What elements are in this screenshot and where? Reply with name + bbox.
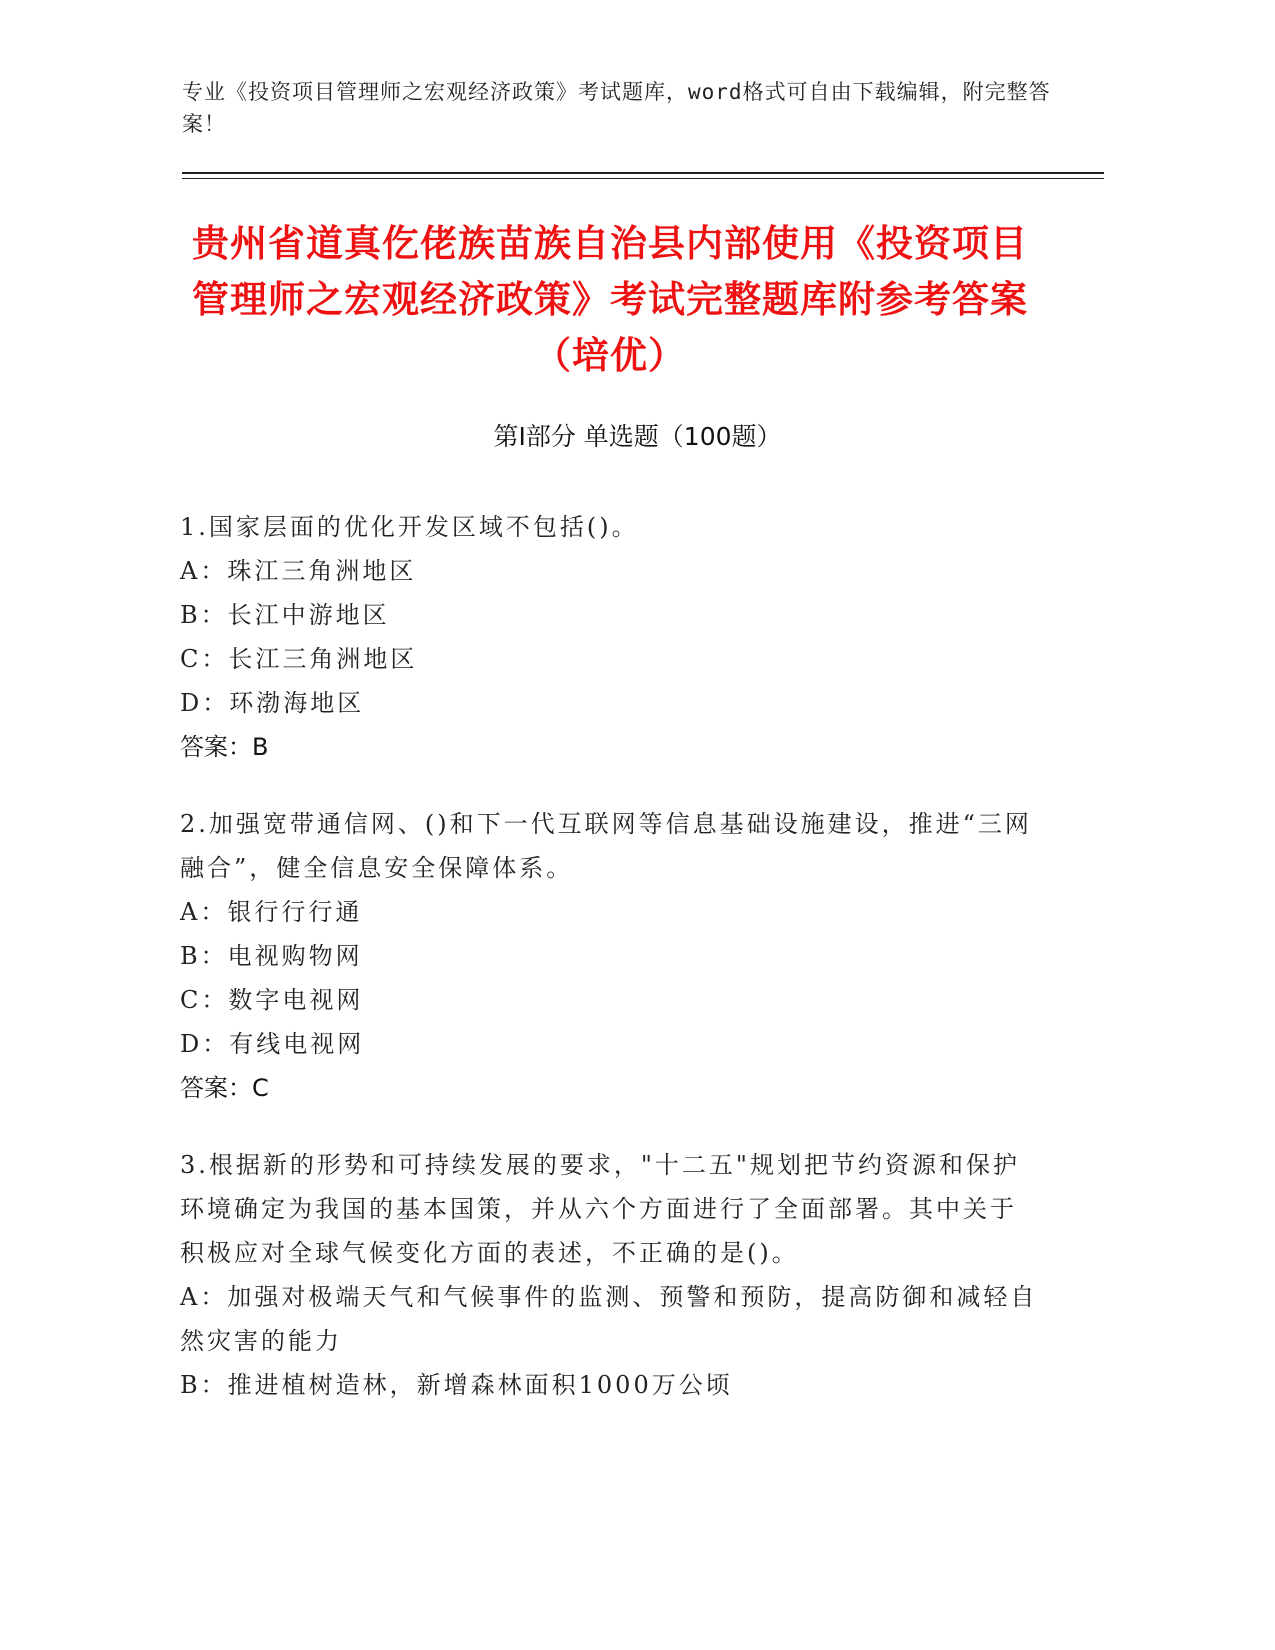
answer: 答案：B — [180, 733, 269, 761]
question-3 — [180, 1143, 1040, 1407]
question-1 — [180, 505, 1040, 769]
question-text: 2.加强宽带通信网、()和下一代互联网等信息基础设施建设，推进“三网融合”，健全信息安全保障体系。 — [180, 810, 1032, 882]
header-divider-thick — [182, 172, 1104, 174]
question-text: 1.国家层面的优化开发区域不包括()。 — [180, 513, 639, 541]
question-2 — [180, 802, 1040, 1110]
option-c: C：数字电视网 — [180, 986, 364, 1014]
header-divider-thin — [182, 178, 1104, 179]
option-b: B：电视购物网 — [180, 942, 363, 970]
section-title: 第Ⅰ部分 单选题（100题） — [493, 422, 782, 451]
option-b: B：长江中游地区 — [180, 601, 390, 629]
option-a: A：珠江三角洲地区 — [180, 557, 417, 585]
question-text: 3.根据新的形势和可持续发展的要求，"十二五"规划把节约资源和保护环境确定为我国的基本国策，并从六个方面进行了全面部署。其中关于积极应对全球气候变化方面的表述，不正确的是()。 — [180, 1151, 1020, 1267]
option-c: C：长江三角洲地区 — [180, 645, 418, 673]
option-a: A：银行行行通 — [180, 898, 363, 926]
option-a: A：加强对极端天气和气候事件的监测、预警和预防，提高防御和减轻自然灾害的能力 — [180, 1283, 1038, 1355]
option-b: B：推进植树造林，新增森林面积1000万公顷 — [180, 1371, 733, 1399]
answer: 答案：C — [180, 1074, 269, 1102]
question-list — [180, 505, 1040, 1440]
option-d: D：有线电视网 — [180, 1030, 365, 1058]
document-title: 贵州省道真仡佬族苗族自治县内部使用《投资项目管理师之宏观经济政策》考试完整题库附参考答案（培优） — [192, 222, 1028, 377]
header-note: 专业《投资项目管理师之宏观经济政策》考试题库，word格式可自由下载编辑，附完整答案！ — [182, 80, 1051, 136]
option-d: D：环渤海地区 — [180, 689, 365, 717]
